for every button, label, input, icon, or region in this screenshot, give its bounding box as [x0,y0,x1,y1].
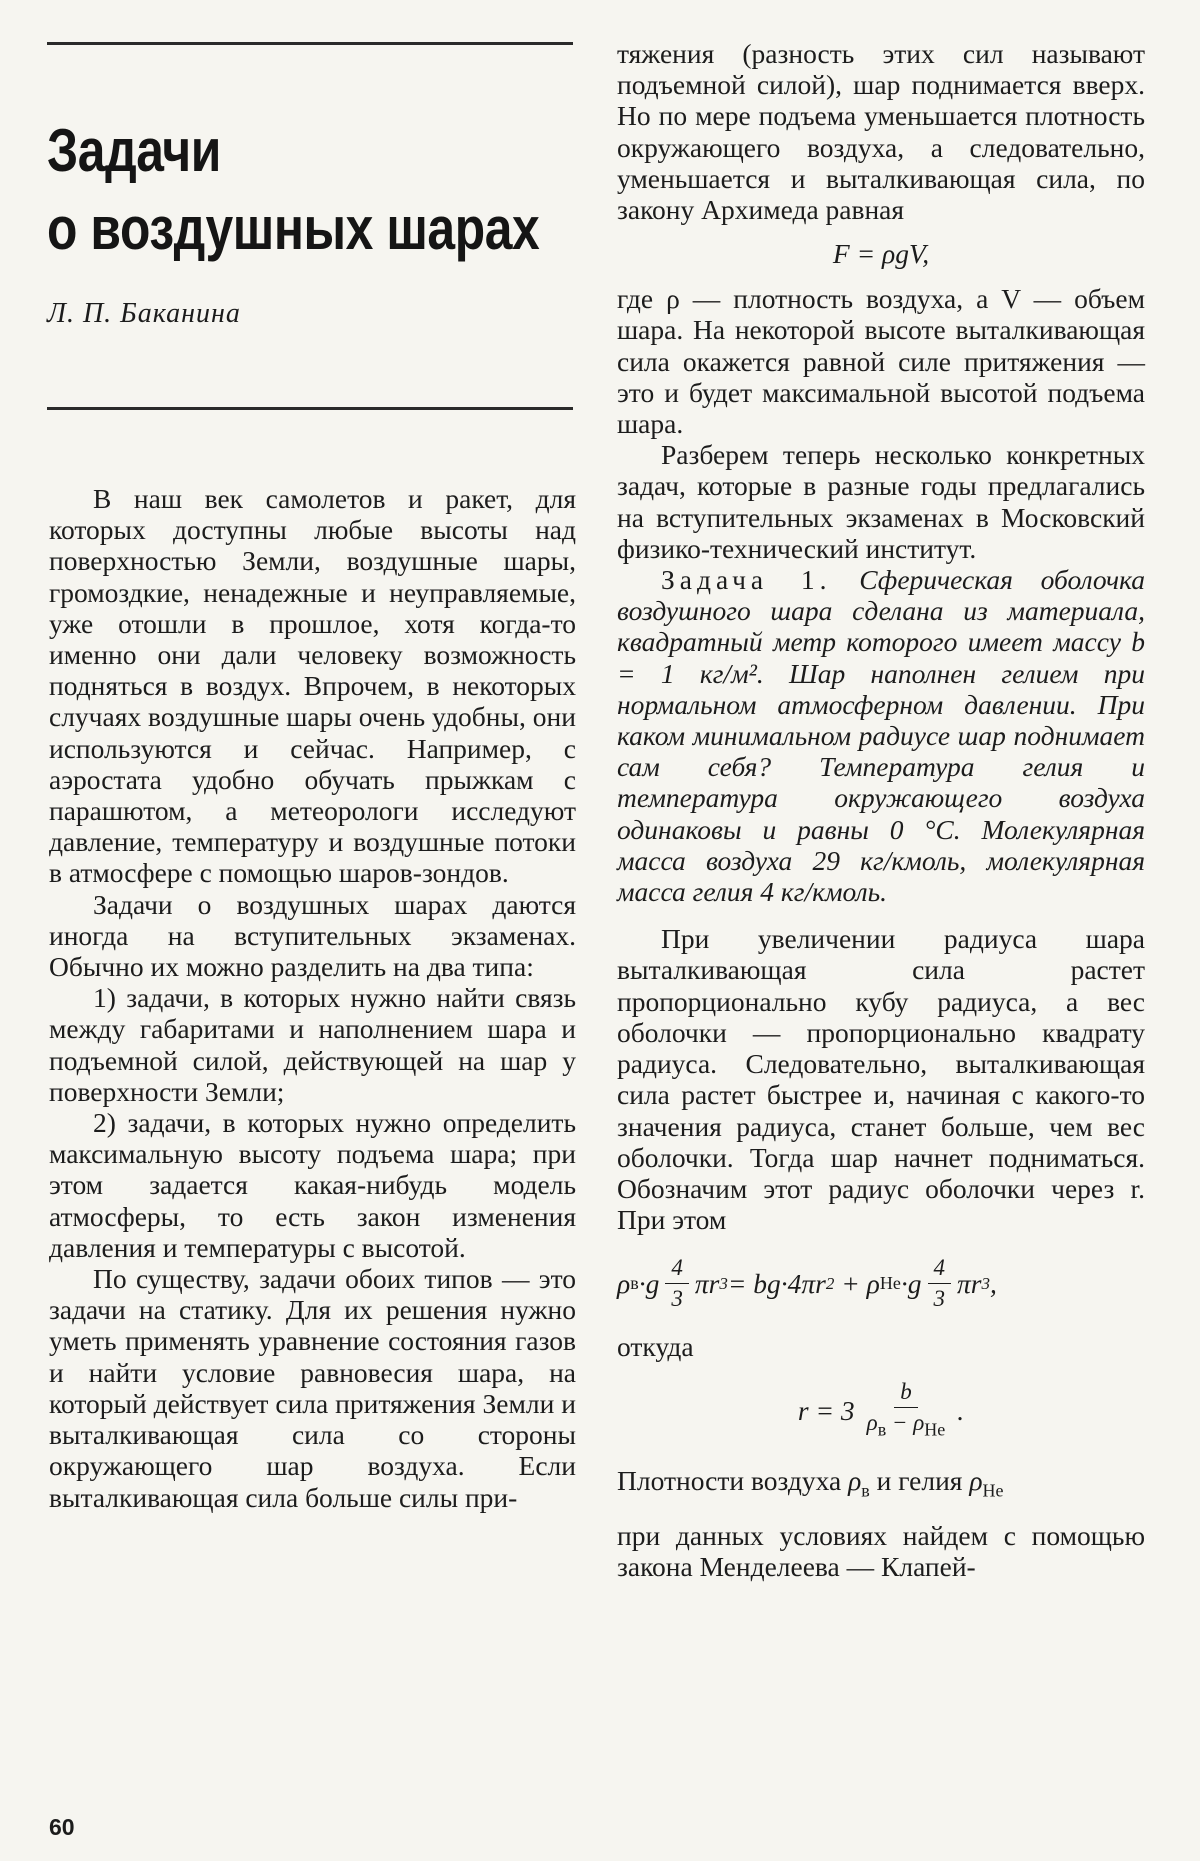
eq-symbol: ρ [866,1409,878,1435]
fraction-denominator: 3 [933,1285,945,1311]
paragraph: При увеличении радиуса шара выталкивающая сила растет пропорционально кубу радиуса, а вес оболочки — пропорционально квадрату радиуса. Следовательно, выталкивающая сила растет быстрее и, начиная с какого-то значения радиуса, станет больше, чем вес оболочки. Тогда шар начнет подниматься. Обозначим этот радиус оболочки через r. При этом [617,923,1145,1236]
eq-symbol: πr [957,1267,982,1299]
article-title [47,112,540,268]
list-item: 1) задачи, в которых нужно найти связь между габаритами и наполнением шара и подъемной силой, действующей на шар у поверхности Земли; [49,982,576,1107]
fraction [928,1253,952,1314]
eq-symbol: ρ [848,1464,862,1496]
eq-exponent: 2 [825,1273,835,1293]
paragraph: где ρ — плотность воздуха, а V — объем шара. На некоторой высоте выталкивающая сила окажется равной силе притяжения — это и будет максимальной высотой подъема шара. [617,283,1145,440]
eq-symbol: . [957,1394,965,1426]
task-text: Сферическая оболочка воздушного шара сделана из материала, квадратный метр которого имеет массу b = 1 кг/м². Шар наполнен гелием при нормальном атмосферном давлении. При каком минимальном радиусе шар поднимает сам себя? Температура гелия и температура окружающего воздуха одинаковы и равны 0 °С. Молекулярная масса воздуха 29 кг/кмоль, молекулярная масса гелия 4 кг/кмоль. [617,564,1145,908]
fraction [861,1377,952,1445]
fraction-numerator: b [894,1377,918,1408]
paragraph: Разберем теперь несколько конкретных задач, которые в разные годы предлагались на вступительных экзаменах в Московский физико-технический институт. [617,439,1145,564]
fraction-numerator: 4 [928,1253,952,1284]
paragraph: тяжения (разность этих сил называют подъемной силой), шар поднимается вверх. Но по мере подъема уменьшается плотность окружающего воздуха, а следовательно, уменьшается и выталкивающая сила, по закону Архимеда равная [617,38,1145,226]
eq-symbol: ·g [900,1267,922,1299]
eq-symbol: ρ [617,1267,631,1299]
eq-symbol: , [989,1267,997,1299]
paragraph [617,1465,1145,1507]
equation-radius [617,1363,1145,1459]
author-name: Л. П. Баканина [47,298,241,329]
page-number: 60 [49,1814,75,1840]
formula-archimedes: F = ρgV, [832,238,930,270]
top-rule [47,42,573,45]
text-run: и гелия [869,1464,970,1496]
eq-symbol: r = 3 [797,1394,855,1426]
eq-exponent: 3 [719,1273,728,1293]
fraction-denominator [861,1408,952,1445]
eq-subscript: He [924,1419,946,1440]
fraction [665,1253,689,1314]
eq-symbol: ρ [969,1464,983,1496]
equation-balance [617,1235,1145,1331]
right-column [617,38,1145,1583]
eq-symbol: = bg·4πr [727,1267,826,1299]
eq-subscript: в [877,1419,887,1440]
bottom-rule [47,407,573,410]
task-1 [617,564,1145,907]
paragraph: откуда [617,1331,694,1363]
eq-exponent: 3 [981,1273,990,1293]
paragraph: при данных условиях найдем с помощью закона Менделеева — Клапей- [617,1520,1145,1583]
task-label: Задача 1. [661,564,832,596]
paragraph: Задачи о воздушных шарах даются иногда на вступительных экзаменах. Обычно их можно разделить на два типа: [49,888,576,983]
fraction-numerator: 4 [665,1253,689,1284]
eq-symbol: + ρ [841,1267,880,1299]
title-line-2: о воздушных шарах [47,195,540,262]
eq-subscript: He [982,1480,1004,1501]
paragraph: В наш век самолетов и ракет, для которых доступны любые высоты над поверхностью Земли, воздушные шары, громоздкие, ненадежные и неуправляемые, уже отошли в прошлое, хотя когда-то именно они дали человеку возможность подняться в воздух. Впрочем, в некоторых случаях воздушные шары очень удобны, они используются и сейчас. Например, с аэростата удобно обучать прыжкам с парашютом, а метеорологи исследуют давление, температуру и воздушные потоки в атмосфере с помощью шаров-зондов. [49,483,576,889]
eq-subscript: He [879,1272,901,1293]
text-run: Плотности воздуха [617,1464,849,1496]
fraction-denominator: 3 [671,1285,683,1311]
paragraph: По существу, задачи обоих типов — это задачи на статику. Для их решения нужно уметь применять уравнение состояния газов и найти условие равновесия шара, на который действует сила притяжения Земли и выталкивающая сила со стороны окружающего шар воздуха. Если выталкивающая сила больше силы при- [49,1263,576,1513]
title-line-1: Задачи [47,117,222,184]
left-column [49,483,576,1513]
eq-symbol: ·g [638,1267,660,1299]
eq-symbol: − ρ [886,1409,925,1435]
eq-subscript: в [630,1272,639,1293]
eq-symbol: πr [694,1267,720,1299]
list-item: 2) задачи, в которых нужно определить максимальную высоту подъема шара; при этом задается какая-нибудь модель атмосферы, то есть закон изменения давления и температуры с высотой. [49,1107,576,1263]
eq-subscript: в [861,1480,870,1501]
